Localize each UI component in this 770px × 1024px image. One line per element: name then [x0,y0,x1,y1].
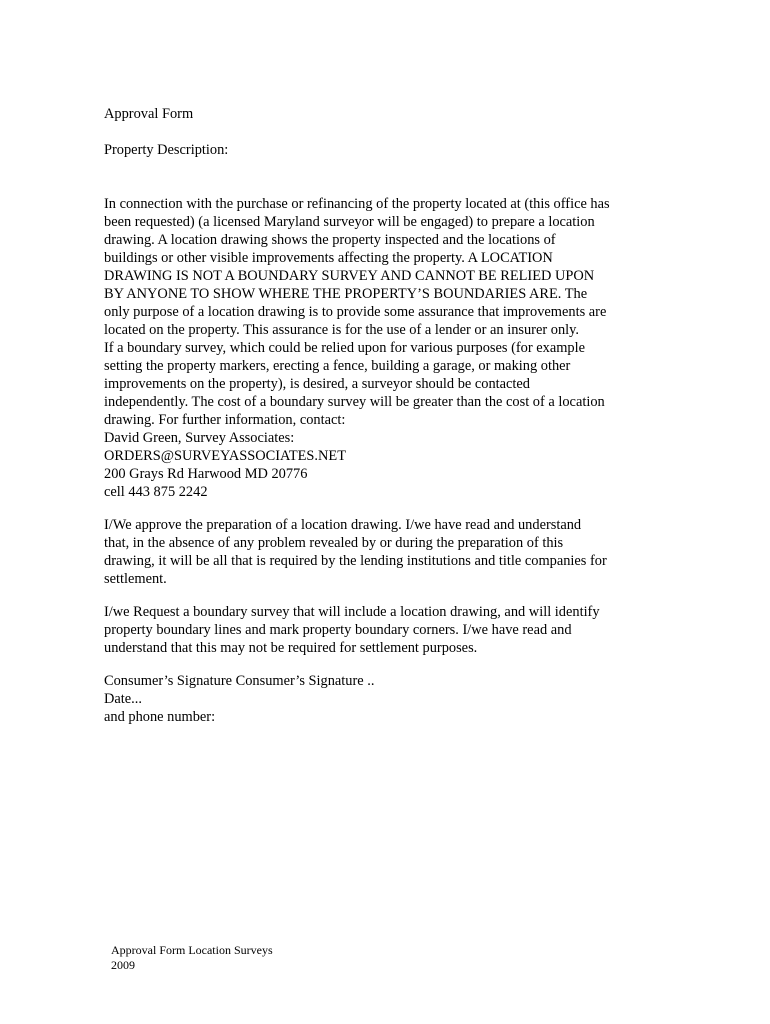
intro-line: drawing. For further information, contact: [104,412,346,428]
intro-line: been requested) (a licensed Maryland surveyor will be engaged) to prepare a location [104,214,595,230]
date-line: Date... [104,691,142,707]
contact-address: 200 Grays Rd Harwood MD 20776 [104,466,308,482]
approve-line: I/We approve the preparation of a location drawing. I/we have read and understand [104,517,582,533]
approve-line: settlement. [104,571,167,587]
intro-line: If a boundary survey, which could be relied upon for various purposes (for example [104,340,586,356]
page-footer [111,943,273,973]
request-line: property boundary lines and mark property boundary corners. I/we have read and [104,622,572,638]
contact-name: David Green, Survey Associates: [104,430,295,446]
intro-line: independently. The cost of a boundary survey will be greater than the cost of a location [104,394,605,410]
approve-line: drawing, it will be all that is required by the lending institutions and title companies for [104,553,607,569]
footer-year: 2009 [111,958,135,972]
request-boundary-paragraph [104,603,664,657]
contact-email: ORDERS@SURVEYASSOCIATES.NET [104,448,346,464]
intro-line: BY ANYONE TO SHOW WHERE THE PROPERTY’S BOUNDARIES ARE. The [104,286,588,302]
intro-paragraph [104,195,664,429]
intro-line: In connection with the purchase or refinancing of the property located at (this office has [104,196,610,212]
intro-line: DRAWING IS NOT A BOUNDARY SURVEY AND CANNOT BE RELIED UPON [104,268,595,284]
signature-line: Consumer’s Signature Consumer’s Signature .. [104,673,375,689]
intro-line: buildings or other visible improvements affecting the property. A LOCATION [104,250,553,266]
phone-number-line: and phone number: [104,709,216,725]
intro-line: only purpose of a location drawing is to provide some assurance that improvements are [104,304,607,320]
request-line: understand that this may not be required for settlement purposes. [104,640,478,656]
document-body [104,105,664,726]
intro-line: setting the property markers, erecting a fence, building a garage, or making other [104,358,571,374]
signature-block [104,672,664,726]
intro-line: improvements on the property), is desired, a surveyor should be contacted [104,376,531,392]
intro-line: located on the property. This assurance is for the use of a lender or an insurer only. [104,322,580,338]
property-description-label: Property Description: [104,142,229,158]
footer-title: Approval Form Location Surveys [111,943,273,957]
contact-phone: cell 443 875 2242 [104,484,208,500]
intro-line: drawing. A location drawing shows the property inspected and the locations of [104,232,556,248]
request-line: I/we Request a boundary survey that will include a location drawing, and will identify [104,604,600,620]
contact-block [104,429,664,501]
document-title: Approval Form [104,106,194,122]
approve-line: that, in the absence of any problem revealed by or during the preparation of this [104,535,564,551]
approve-location-paragraph [104,516,664,588]
